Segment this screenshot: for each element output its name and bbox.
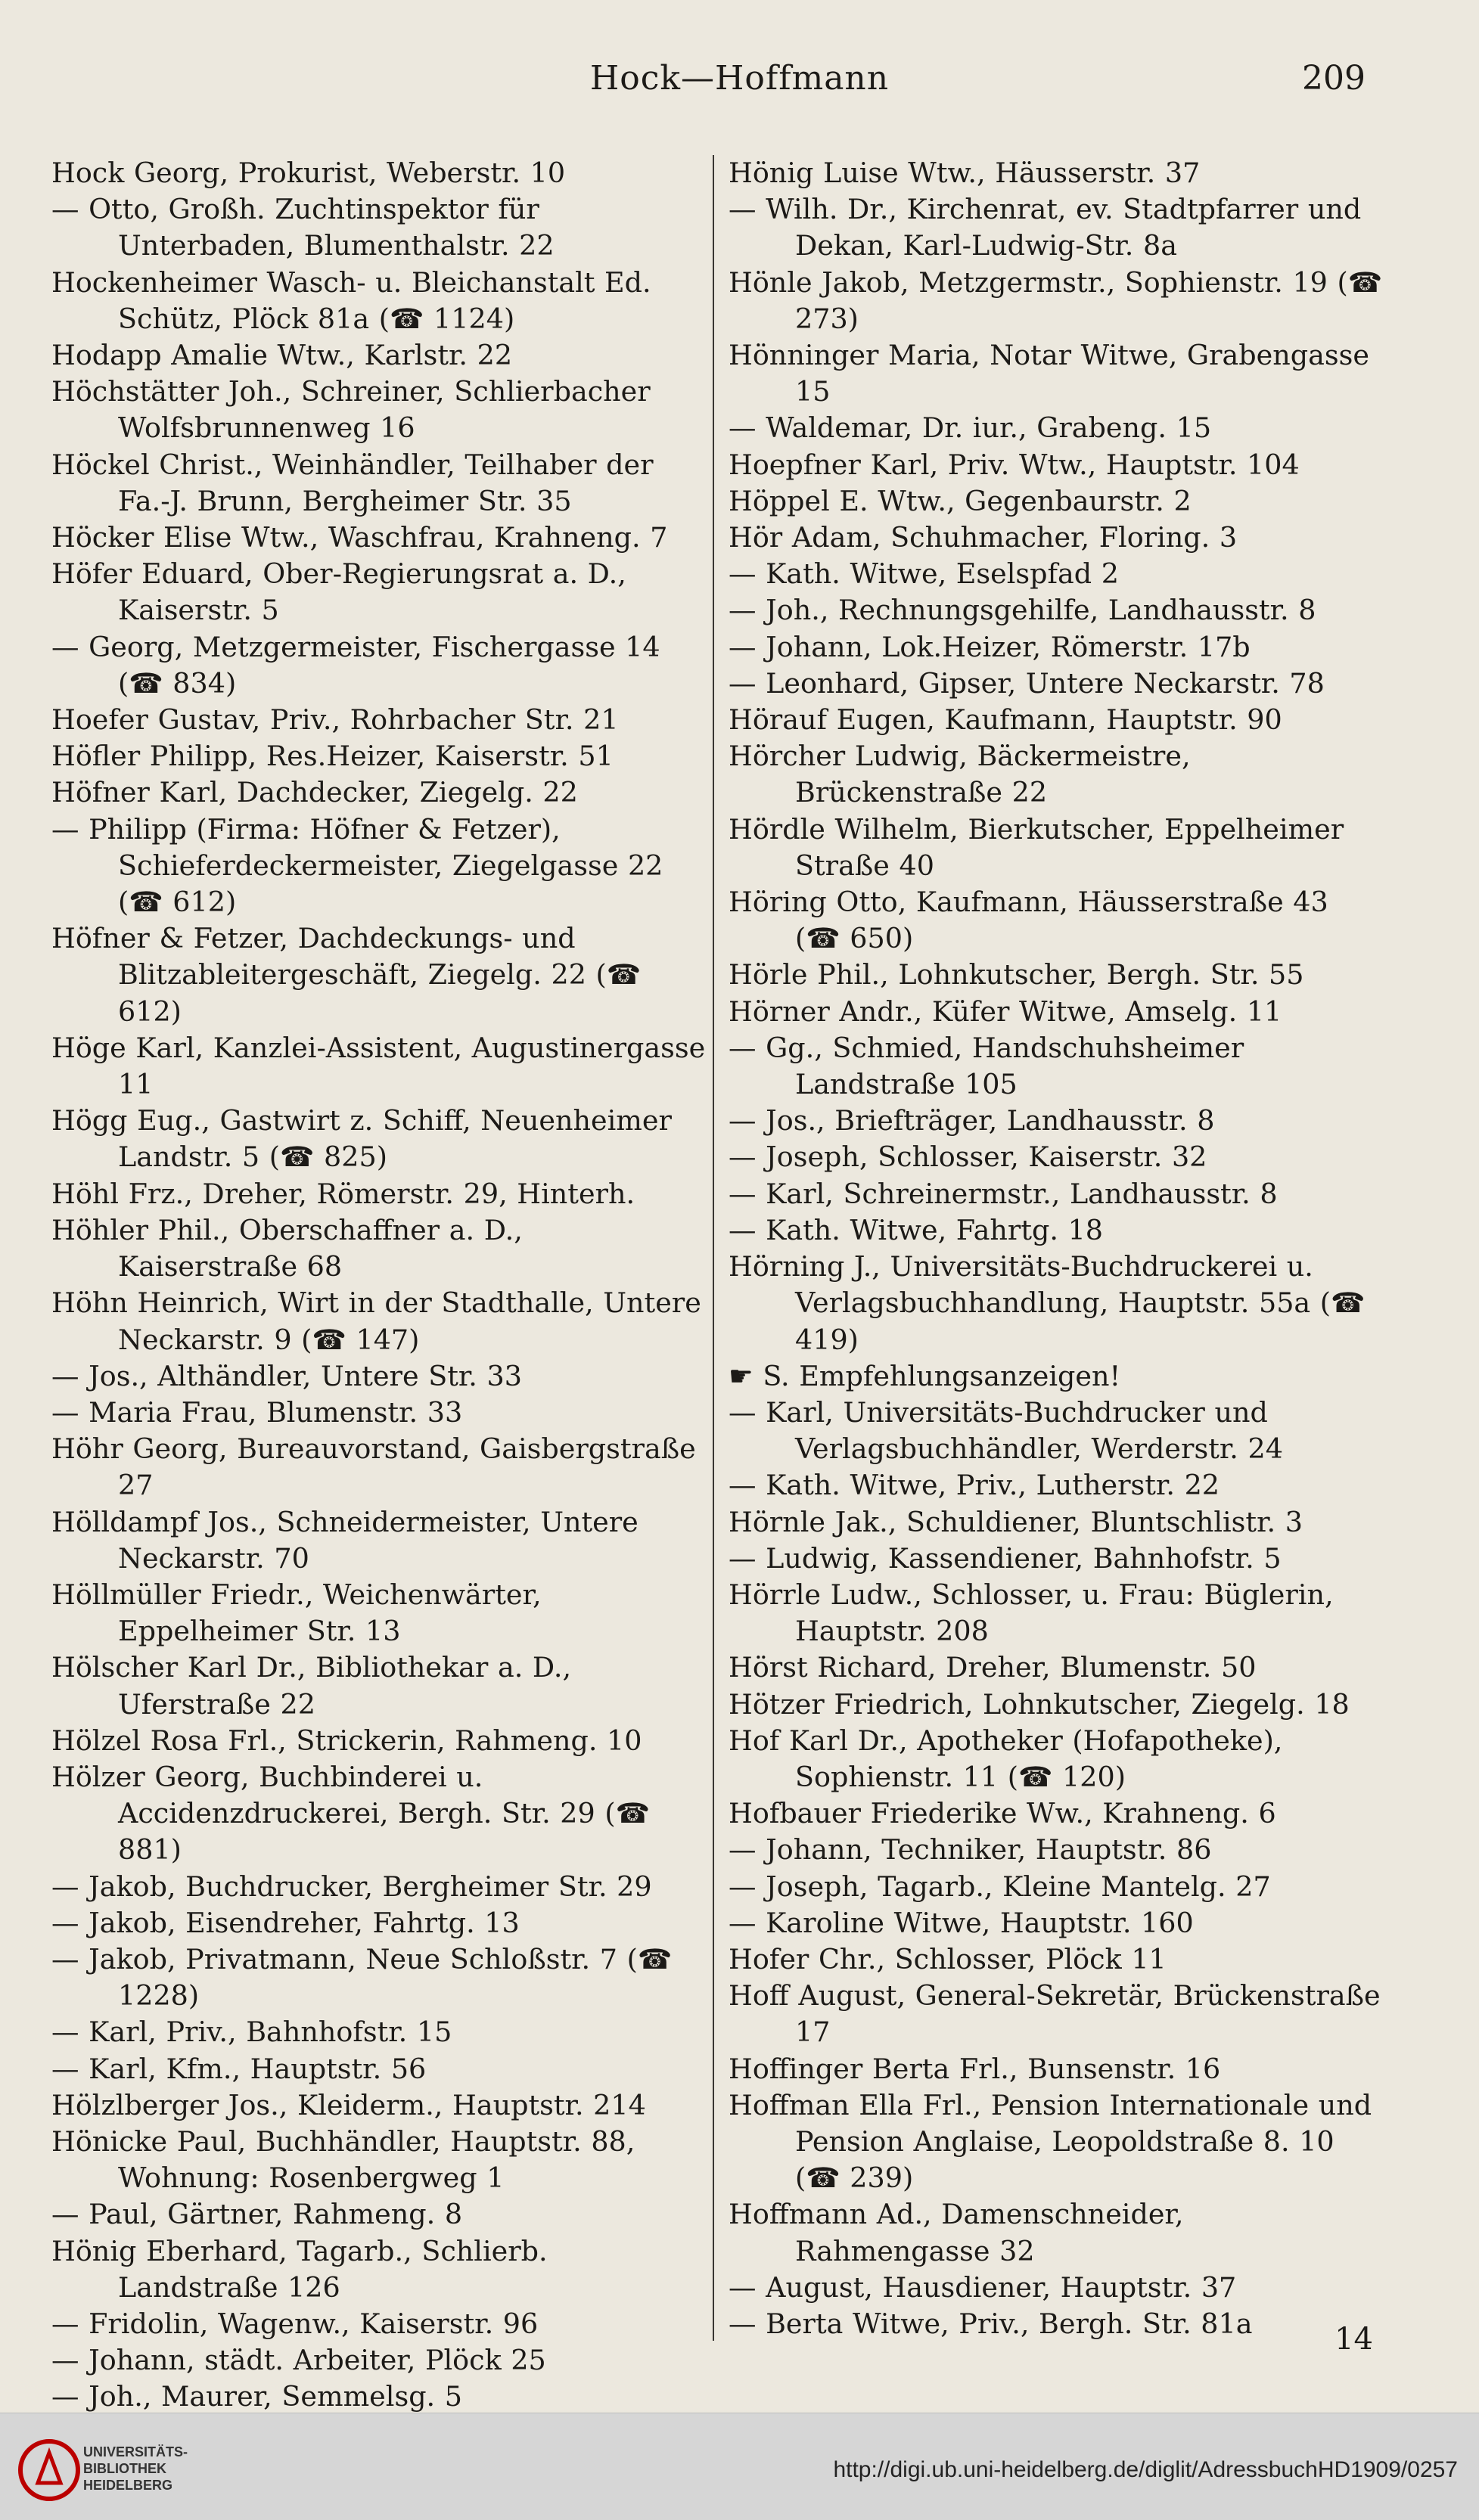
directory-entry: — Otto, Großh. Zuchtinspektor für Unterbaden, Blumenthalstr. 22 [51,193,555,262]
page-number: 209 [1302,59,1366,98]
directory-entry: Hörauf Eugen, Kaufmann, Hauptstr. 90 [729,703,1282,737]
directory-entry: Hölldampf Jos., Schneidermeister, Untere Neckarstr. 70 [51,1505,639,1575]
directory-entry: Höhr Georg, Bureauvorstand, Gaisbergstraße 27 [51,1432,696,1502]
directory-entry: — Jos., Althändler, Untere Str. 33 [51,1359,522,1392]
directory-entry: — Philipp (Firma: Höfner & Fetzer), Schieferdeckermeister, Ziegelgasse 22 (☎ 612) [51,812,663,919]
directory-entry: Hönninger Maria, Notar Witwe, Grabengasse 15 [729,339,1369,408]
source-url[interactable]: http://digi.ub.uni-heidelberg.de/diglit/AdressbuchHD1909/0257 [833,2457,1458,2482]
directory-entry: Höfer Eduard, Ober-Regierungsrat a. D., Kaiserstr. 5 [51,557,626,627]
directory-entry: Hönicke Paul, Buchhändler, Hauptstr. 88, Wohnung: Rosenbergweg 1 [51,2124,635,2195]
directory-entry: — Gg., Schmied, Handschuhsheimer Landstraße 105 [729,1031,1244,1101]
directory-entry: — Jos., Briefträger, Landhausstr. 8 [729,1104,1215,1137]
directory-entry: — Wilh. Dr., Kirchenrat, ev. Stadtpfarrer und Dekan, Karl-Ludwig-Str. 8a [729,193,1362,262]
directory-entry: Högg Eug., Gastwirt z. Schiff, Neuenheimer Landstr. 5 (☎ 825) [51,1104,672,1174]
directory-entry: ☛ S. Empfehlungsanzeigen! [729,1359,1121,1392]
directory-entry: Hönig Eberhard, Tagarb., Schlierb. Landstraße 126 [51,2234,548,2304]
directory-entry: Höhl Frz., Dreher, Römerstr. 29, Hinterh. [51,1177,635,1210]
directory-entry: — Johann, Lok.Heizer, Römerstr. 17b [729,630,1251,663]
directory-entry: Hölzel Rosa Frl., Strickerin, Rahmeng. 10 [51,1724,642,1757]
directory-entry: Hofbauer Friederike Ww., Krahneng. 6 [729,1797,1276,1830]
directory-entry: — Johann, städt. Arbeiter, Plöck 25 [51,2344,546,2377]
library-line: BIBLIOTHEK [83,2461,166,2476]
directory-entry: — Karl, Kfm., Hauptstr. 56 [51,2052,427,2085]
directory-entry: — Jakob, Privatmann, Neue Schloßstr. 7 (☎ 1228) [51,1942,673,2013]
directory-entry: Hörnle Jak., Schuldiener, Bluntschlistr. 3 [729,1505,1303,1538]
column-divider [713,155,714,2341]
directory-entry: — Georg, Metzgermeister, Fischergasse 14 (☎ 834) [51,630,660,700]
directory-entry: — Joseph, Schlosser, Kaiserstr. 32 [729,1141,1207,1174]
directory-entry: Hoepfner Karl, Priv. Wtw., Hauptstr. 104 [729,448,1300,481]
directory-entry: Hörle Phil., Lohnkutscher, Bergh. Str. 55 [729,958,1304,992]
directory-entry: — Karoline Witwe, Hauptstr. 160 [729,1906,1194,1939]
directory-entry: Hof Karl Dr., Apotheker (Hofapotheke), Sophienstr. 11 (☎ 120) [729,1724,1283,1793]
directory-entry: Höhler Phil., Oberschaffner a. D., Kaiserstraße 68 [51,1213,523,1283]
directory-entry: — Joseph, Tagarb., Kleine Mantelg. 27 [729,1870,1271,1903]
directory-entry: Hoefer Gustav, Priv., Rohrbacher Str. 21 [51,703,619,737]
directory-entry: Hoffinger Berta Frl., Bunsenstr. 16 [729,2052,1221,2085]
directory-entry: Hockenheimer Wasch- u. Bleichanstalt Ed. Schütz, Plöck 81a (☎ 1124) [51,265,651,335]
directory-entry: Hölzer Georg, Buchbinderei u. Accidenzdruckerei, Bergh. Str. 29 (☎ 881) [51,1760,651,1867]
directory-entry: Hörcher Ludwig, Bäckermeistre, Brückenstraße 22 [729,740,1191,809]
directory-entry: — Joh., Maurer, Semmelsg. 5 [51,2380,462,2413]
directory-entry: — Jakob, Eisendreher, Fahrtg. 13 [51,1906,520,1939]
directory-entry: Hördle Wilhelm, Bierkutscher, Eppelheimer Straße 40 [729,812,1344,882]
directory-entry: — Waldemar, Dr. iur., Grabeng. 15 [729,411,1212,445]
university-seal-icon [15,2436,83,2504]
library-line: HEIDELBERG [83,2478,173,2493]
library-name [83,2444,188,2494]
directory-entry: Hörrle Ludw., Schlosser, u. Frau: Büglerin, Hauptstr. 208 [729,1578,1334,1648]
directory-entry: Hofer Chr., Schlosser, Plöck 11 [729,1942,1167,1975]
directory-entry: Höcker Elise Wtw., Waschfrau, Krahneng. 7 [51,521,668,554]
directory-entry: Hölscher Karl Dr., Bibliothekar a. D., Uferstraße 22 [51,1651,572,1721]
directory-entry: — Karl, Priv., Bahnhofstr. 15 [51,2016,452,2049]
directory-entry: Hodapp Amalie Wtw., Karlstr. 22 [51,339,513,372]
directory-entry: — Kath. Witwe, Priv., Lutherstr. 22 [729,1469,1220,1502]
directory-entry: Hörst Richard, Dreher, Blumenstr. 50 [729,1651,1257,1684]
library-line: UNIVERSITÄTS- [83,2444,188,2459]
directory-entry: Hörner Andr., Küfer Witwe, Amselg. 11 [729,995,1282,1028]
footer-bar [0,2413,1479,2520]
directory-entry: — Jakob, Buchdrucker, Bergheimer Str. 29 [51,1870,652,1903]
directory-entry: Höckel Christ., Weinhändler, Teilhaber der Fa.-J. Brunn, Bergheimer Str. 35 [51,448,654,517]
directory-entry: Höhn Heinrich, Wirt in der Stadthalle, Untere Neckarstr. 9 (☎ 147) [51,1286,701,1356]
directory-entry: Hönle Jakob, Metzgermstr., Sophienstr. 19 (☎ 273) [729,265,1383,335]
directory-entry: Hönig Luise Wtw., Häusserstr. 37 [729,157,1201,189]
directory-entry: Höfler Philipp, Res.Heizer, Kaiserstr. 51 [51,740,614,773]
right-column [729,155,1383,2342]
directory-entry: — Berta Witwe, Priv., Bergh. Str. 81a [729,2307,1253,2340]
directory-entry: Hoff August, General-Sekretär, Brückenstraße 17 [729,1979,1381,2049]
directory-entry: Höring Otto, Kaufmann, Häusserstraße 43 (☎ 650) [729,886,1328,955]
directory-entry: Höfner Karl, Dachdecker, Ziegelg. 22 [51,776,578,809]
directory-entry: — Johann, Techniker, Hauptstr. 86 [729,1833,1212,1867]
signature-mark: 14 [1335,2322,1373,2357]
directory-entry: — Fridolin, Wagenw., Kaiserstr. 96 [51,2307,539,2340]
directory-entry: — Ludwig, Kassendiener, Bahnhofstr. 5 [729,1541,1282,1575]
directory-entry: Höllmüller Friedr., Weichenwärter, Eppelheimer Str. 13 [51,1578,542,1648]
directory-entry: Höchstätter Joh., Schreiner, Schlierbacher Wolfsbrunnenweg 16 [51,375,651,445]
directory-entry: — Karl, Schreinermstr., Landhausstr. 8 [729,1177,1278,1210]
directory-entry: — August, Hausdiener, Hauptstr. 37 [729,2270,1237,2304]
directory-entry: — Leonhard, Gipser, Untere Neckarstr. 78 [729,666,1325,700]
directory-entry: Höppel E. Wtw., Gegenbaurstr. 2 [729,484,1192,517]
directory-entry: — Paul, Gärtner, Rahmeng. 8 [51,2198,463,2231]
directory-entry: — Kath. Witwe, Eselspfad 2 [729,557,1119,591]
directory-entry: — Maria Frau, Blumenstr. 33 [51,1395,463,1429]
directory-entry: Höfner & Fetzer, Dachdeckungs- und Blitzableitergeschäft, Ziegelg. 22 (☎ 612) [51,922,642,1028]
directory-entry: Hör Adam, Schuhmacher, Floring. 3 [729,521,1238,554]
directory-entry: Hörning J., Universitäts-Buchdruckerei u. Verlagsbuchhandlung, Hauptstr. 55a (☎ 419) [729,1250,1366,1356]
directory-entry: — Karl, Universitäts-Buchdrucker und Verlagsbuchhändler, Werderstr. 24 [729,1395,1283,1466]
left-column [51,155,706,2416]
directory-entry: Hölzlberger Jos., Kleiderm., Hauptstr. 214 [51,2088,646,2121]
directory-entry: Hock Georg, Prokurist, Weberstr. 10 [51,157,566,189]
directory-entry: — Joh., Rechnungsgehilfe, Landhausstr. 8 [729,594,1316,627]
directory-entry: Hoffmann Ad., Damenschneider, Rahmengasse 32 [729,2198,1184,2267]
running-head: Hock—Hoffmann [589,59,890,98]
directory-entry: Höge Karl, Kanzlei-Assistent, Augustinergasse 11 [51,1031,706,1101]
directory-entry: Hoffman Ella Frl., Pension Internationale und Pension Anglaise, Leopoldstraße 8. 10 (☎ 239) [729,2088,1372,2195]
directory-entry: Hötzer Friedrich, Lohnkutscher, Ziegelg. 18 [729,1687,1350,1721]
directory-entry: — Kath. Witwe, Fahrtg. 18 [729,1213,1104,1246]
